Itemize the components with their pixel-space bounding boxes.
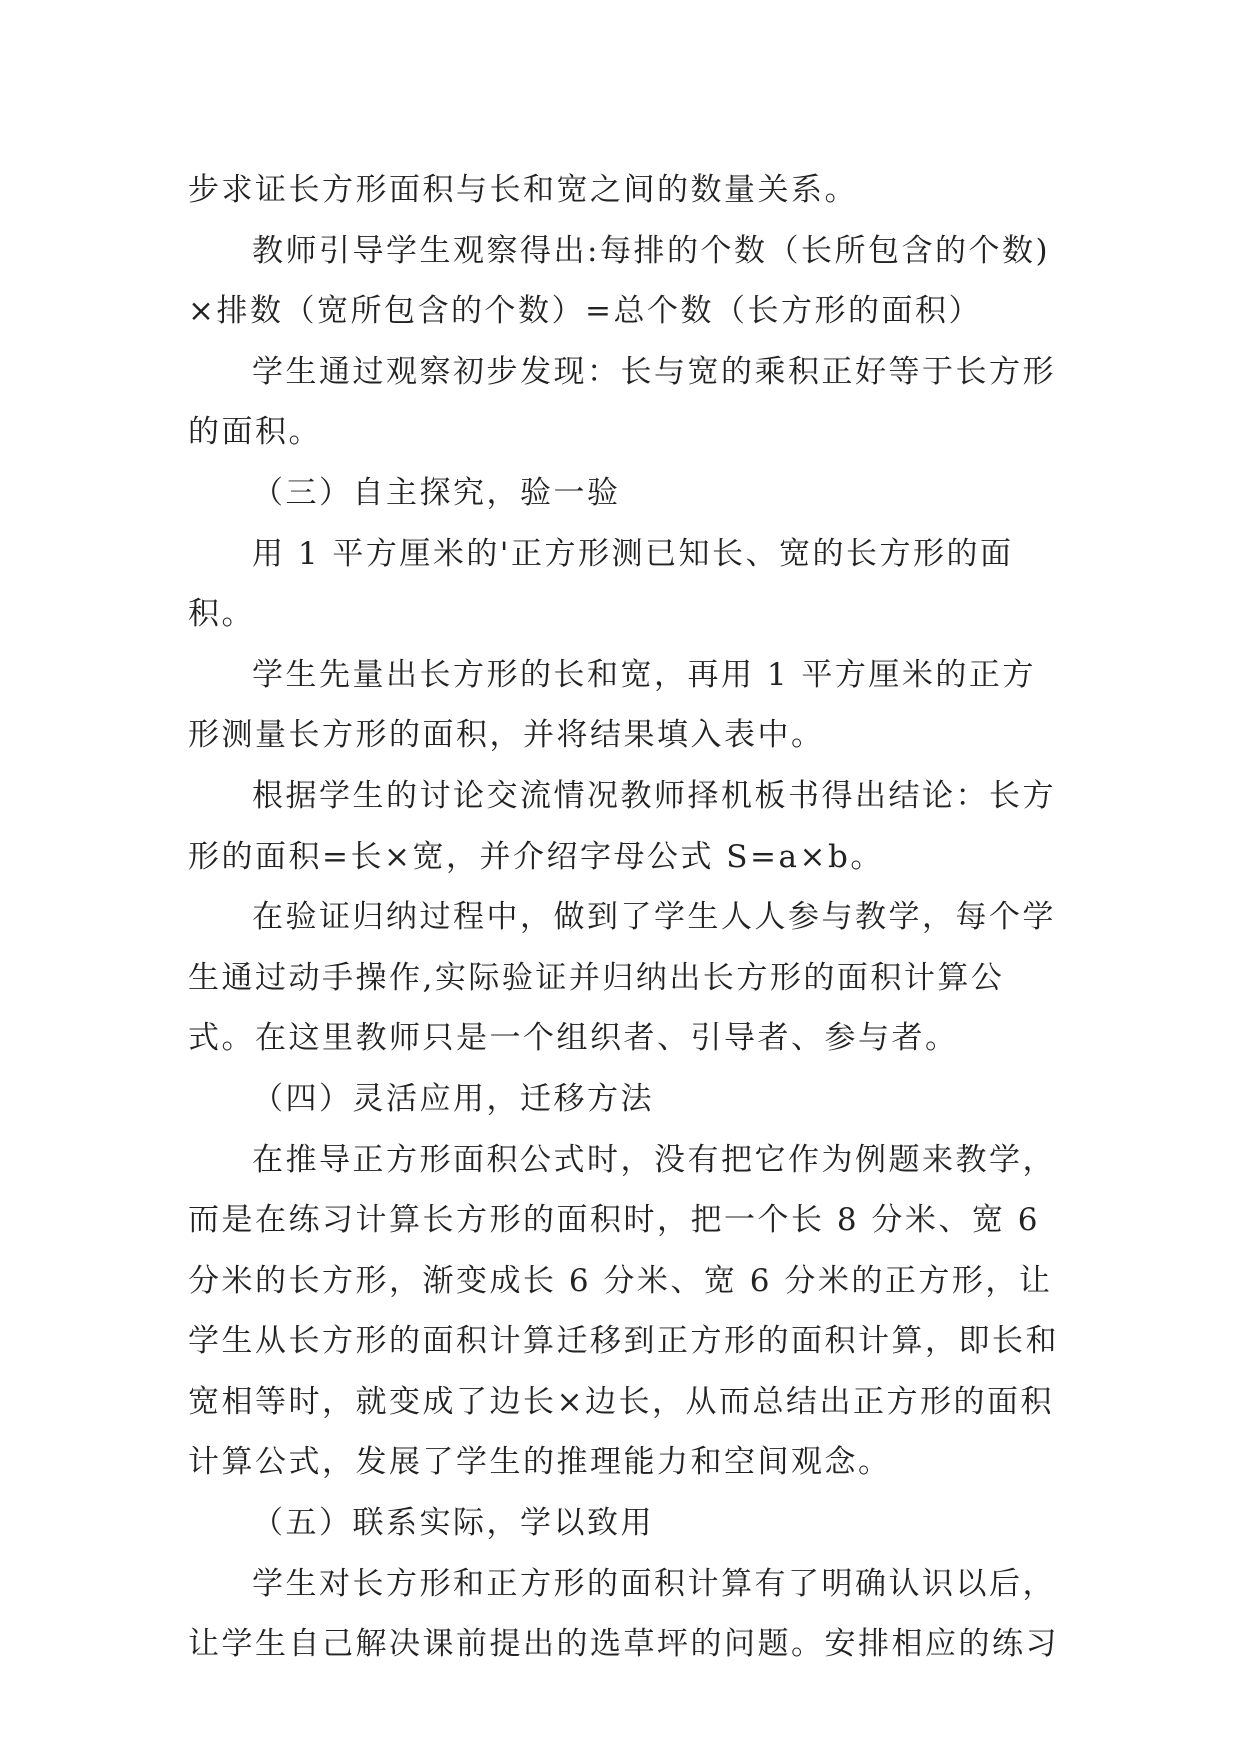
section-heading: （三）自主探究，验一验 — [252, 474, 621, 511]
paragraph: 用 1 平方厘米的'正方形测已知长、宽的长方形的面积。 — [188, 535, 1014, 633]
paragraph: 学生对长方形和正方形的面积计算有了明确认识以后，让学生自己解决课前提出的选草坪的问题。安排相应的练习 — [188, 1565, 1059, 1663]
paragraph: 步求证长方形面积与长和宽之间的数量关系。 — [188, 172, 858, 208]
paragraph: 学生通过观察初步发现：长与宽的乘积正好等于长方形的面积。 — [188, 353, 1056, 451]
section-heading: （四）灵活应用，迁移方法 — [252, 1080, 654, 1117]
paragraph: 在验证归纳过程中，做到了学生人人参与教学，每个学生通过动手操作,实际验证并归纳出长方形的面积计算公式。在这里教师只是一个组织者、引导者、参与者。 — [188, 899, 1056, 1057]
paragraph: 根据学生的讨论交流情况教师择机板书得出结论：长方形的面积=长×宽，并介绍字母公式 S=a×b。 — [188, 777, 1056, 875]
paragraph: 在推导正方形面积公式时，没有把它作为例题来教学，而是在练习计算长方形的面积时，把一个长 8 分米、宽 6 分米的长方形，渐变成长 6 分米、宽 6 分米的正方形，让学生从长方形的面积计算迁移到正方形的面积计算，即长和宽相等时，就变成了边长×边长，从而总结出正方形的面积计算公式，发展了学生的推理能力和空间观念。 — [188, 1141, 1059, 1481]
document-body — [188, 160, 1068, 1675]
paragraph: 教师引导学生观察得出:每排的个数（长所包含的个数)×排数（宽所包含的个数）=总个数（长方形的面积） — [188, 232, 1051, 330]
section-heading: （五）联系实际，学以致用 — [252, 1505, 654, 1542]
paragraph: 学生先量出长方形的长和宽，再用 1 平方厘米的正方形测量长方形的面积，并将结果填入表中。 — [188, 656, 1036, 754]
